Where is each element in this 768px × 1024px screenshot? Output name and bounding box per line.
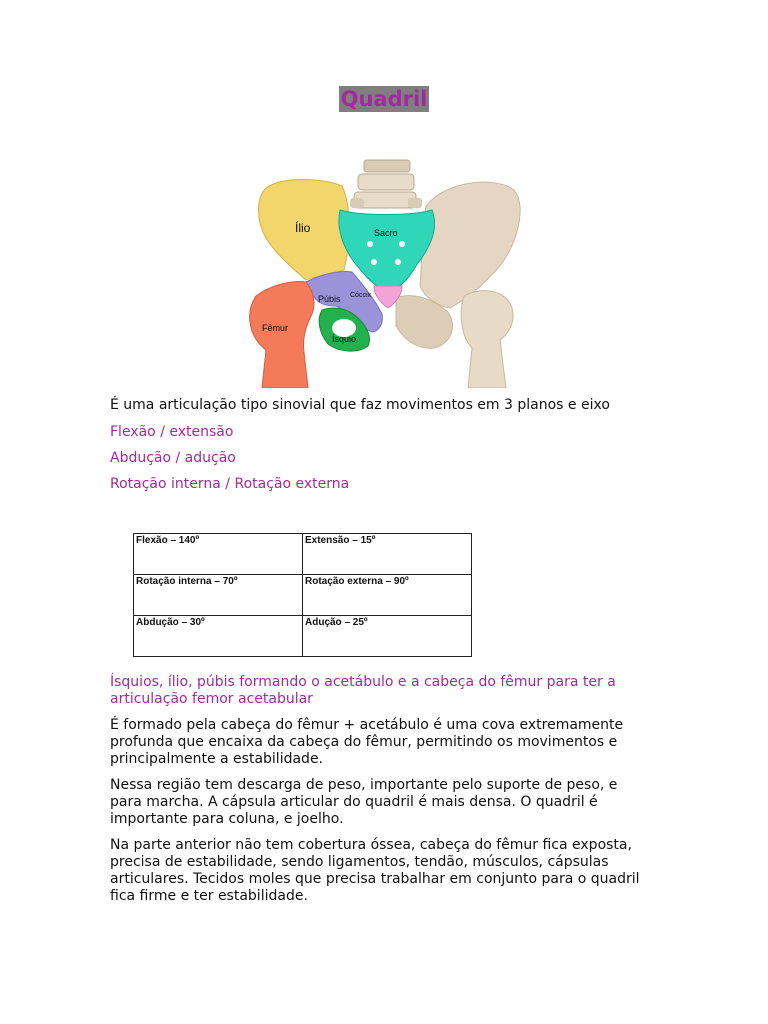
- range-of-motion-table: [133, 533, 472, 657]
- movement-abduction-adduction: Abdução / adução: [110, 450, 236, 466]
- table-cell: Abdução – 30º: [134, 616, 303, 657]
- sacro-label: Sacro: [374, 228, 398, 238]
- intro-paragraph: É uma articulação tipo sinovial que faz movimentos em 3 planos e eixo: [110, 397, 610, 413]
- sacral-foramen: [371, 259, 377, 265]
- coccix-label: Cóccix: [350, 292, 372, 299]
- right-femur: [461, 291, 513, 388]
- table-cell: Adução – 25º: [303, 616, 472, 657]
- ilio-label: Ílio: [295, 221, 311, 235]
- table-row: [134, 534, 472, 575]
- movement-rotation: Rotação interna / Rotação externa: [110, 476, 350, 492]
- paragraph-stability: Na parte anterior não tem cobertura óssea, cabeça do fêmur fica exposta, precisa de estabilidade, sendo ligamentos, tendão, músculos, cápsulas articulares. Tecidos moles que precisa trabalhar em conjunto para o quadril fica firme e ter estabilidade.: [110, 837, 640, 904]
- sacral-foramen: [395, 259, 401, 265]
- table-cell: Flexão – 140º: [134, 534, 303, 575]
- acetabulum-note: Ísquios, ílio, púbis formando o acetábulo e a cabeça do fêmur para ter a articulação femor acetabular: [110, 674, 616, 707]
- femur-region: [250, 282, 314, 388]
- femur-label: Fêmur: [262, 323, 289, 333]
- pubis-label: Púbis: [318, 294, 341, 304]
- movement-flexion-extension: Flexão / extensão: [110, 424, 234, 440]
- lumbar-spine: [350, 160, 422, 208]
- page-title: Quadril: [340, 87, 428, 111]
- table-cell: Rotação externa – 90º: [303, 575, 472, 616]
- page-title-wrapper: [0, 86, 768, 112]
- table-cell: Rotação interna – 70º: [134, 575, 303, 616]
- pelvis-diagram: [236, 158, 536, 388]
- paragraph-weight-bearing: Nessa região tem descarga de peso, importante pelo suporte de peso, e para marcha. A cápsula articular do quadril é mais densa. O quadril é importante para coluna, e joelho.: [110, 777, 618, 827]
- sacral-foramen: [399, 241, 405, 247]
- isquio-label: Ísquio: [332, 334, 357, 344]
- table-cell: Extensão – 15º: [303, 534, 472, 575]
- right-iliac-bone: [420, 182, 520, 308]
- sacral-foramen: [367, 241, 373, 247]
- paragraph-structure: É formado pela cabeça do fêmur + acetábulo é uma cova extremamente profunda que encaixa da cabeça do fêmur, permitindo os movimentos e principalmente a estabilidade.: [110, 717, 624, 767]
- pelvis-illustration: [236, 158, 536, 388]
- table-row: [134, 616, 472, 657]
- table-row: [134, 575, 472, 616]
